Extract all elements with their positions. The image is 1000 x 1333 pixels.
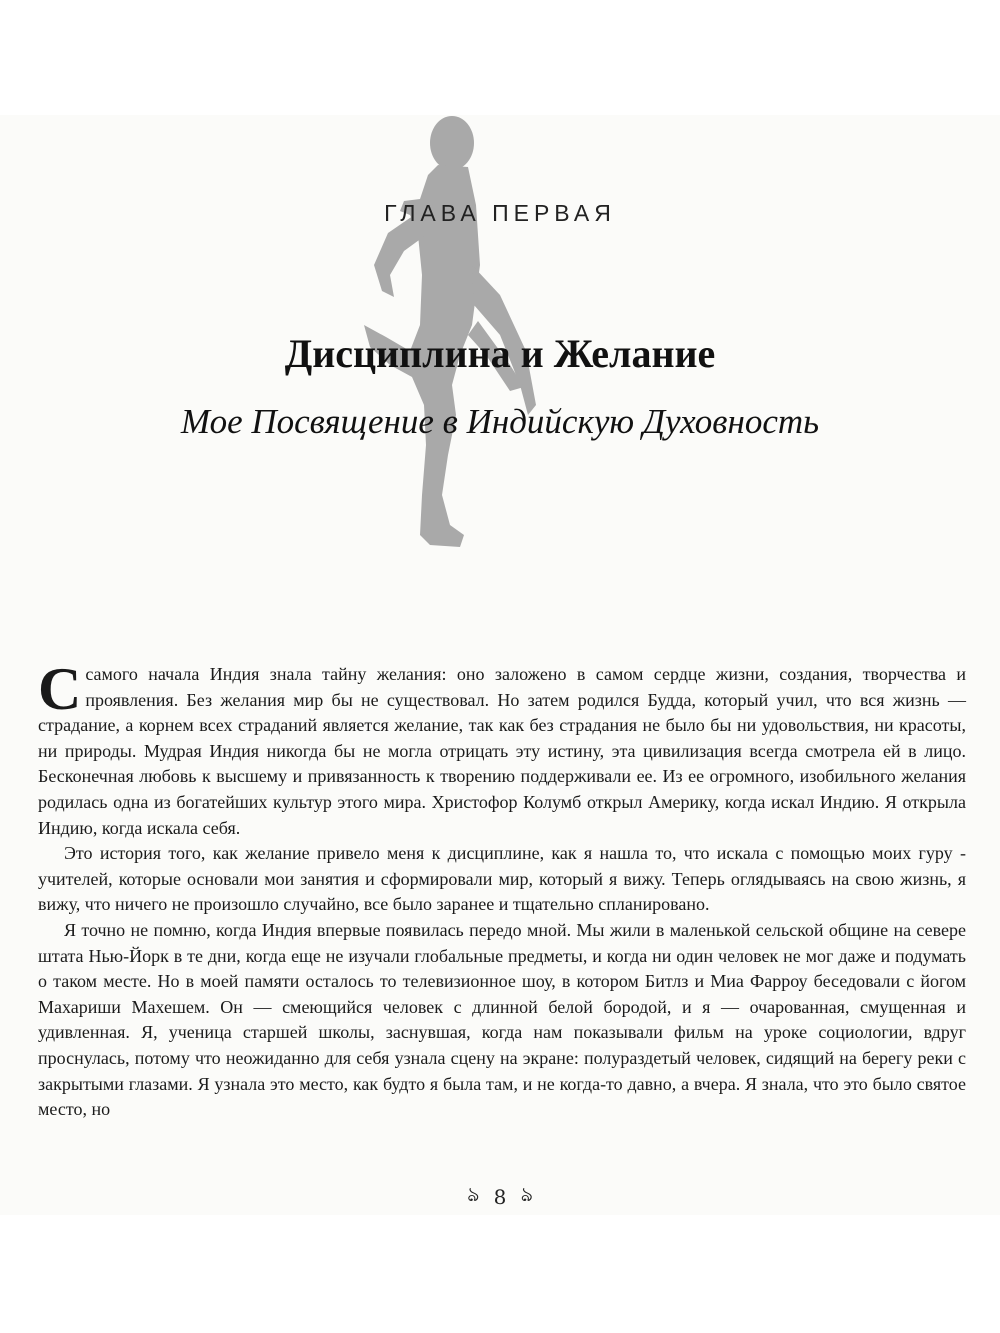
page-number: 8	[493, 1184, 507, 1209]
paragraph-text: самого начала Индия знала тайну желания: оно заложено в самом сердце жизни, создания, творчества и проявления. Без желания мир бы не существовал. Но затем родился Будда, который учил, что вся жизнь — страдание, а корнем всех страданий является желание, так как без страдания не было бы ни удовольствия, ни красоты, ни природы. Мудрая Индия никогда бы не могла отрицать эту истину, эта цивилизация всегда смотрела ей в лицо. Бесконечная любовь к высшему и привязанность к творению поддерживали ее. Из ее огромного, изобильного желания родилась одна из богатейших культур этого мира. Христофор Колумб открыл Америку, когда искал Индию. Я открыла Индию, когда искала себя.	[38, 664, 966, 838]
ornament-right-icon: ঌ	[520, 1182, 533, 1206]
chapter-subtitle: Мое Посвящение в Индийскую Духовность	[180, 402, 820, 441]
paragraph: Это история того, как желание привело меня к дисциплине, как я нашла то, что искала с помощью моих гуру - учителей, которые основали мои занятия и сформировали мир, который я вижу. Теперь оглядываясь на свою жизнь, я вижу, что ничего не произошло случайно, все было заранее и тщательно спланировано.	[38, 843, 966, 915]
chapter-label: ГЛАВА ПЕРВАЯ	[384, 200, 616, 226]
chapter-title: Дисциплина и Желание	[284, 331, 716, 376]
paragraph: Я точно не помню, когда Индия впервые появилась передо мной. Мы жили в маленькой сельской общине на севере штата Нью-Йорк в те дни, когда еще не изучали глобальные предметы, и когда ни один человек не мог даже и подумать о таком месте. Но в моей памяти осталось то телевизионное шоу, в котором Битлз и Миа Фарроу беседовали с йогом Махариши Махешем. Он — смеющийся человек с длинной белой бородой, и я — очарованная, смущенная и удивленная. Я, ученица старшей школы, заснувшая, когда нам показывали фильм на уроке социологии, вдруг проснулась, потому что неожиданно для себя узнала сцену на экране: полураздетый человек, сидящий на берегу реки с закрытыми глазами. Я узнала это место, как будто я была там, и не когда-то давно, а вчера. Я знала, что это было святое место, но	[38, 919, 966, 1120]
page-footer	[0, 1180, 1000, 1213]
drop-cap: С	[38, 656, 82, 722]
paragraph	[38, 656, 966, 841]
body-text	[38, 656, 966, 1123]
ornament-left-icon: ঌ	[467, 1182, 480, 1206]
